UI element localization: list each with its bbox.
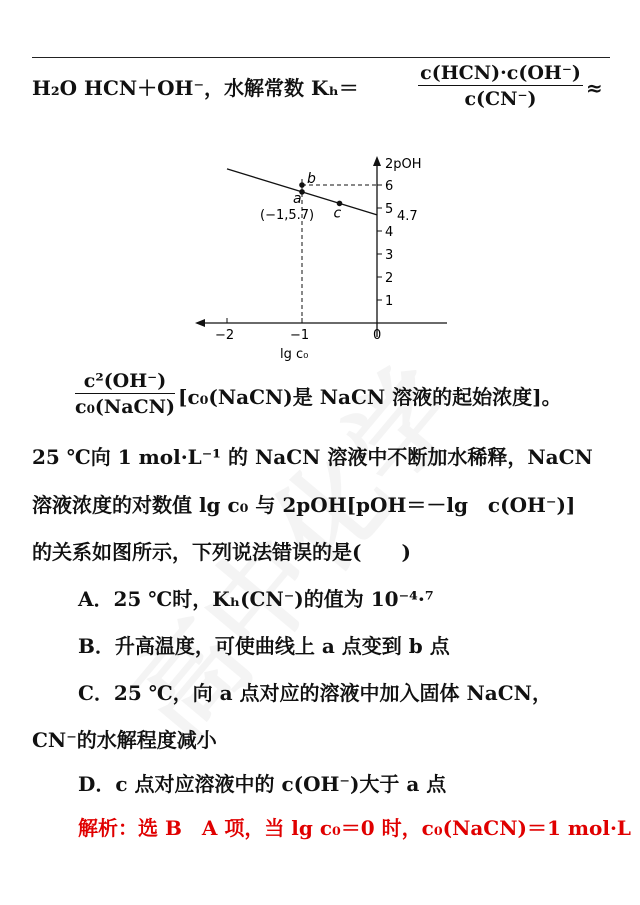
- y-tick-label: 4: [385, 225, 394, 240]
- point-label-b: b: [307, 171, 316, 187]
- x-tick-label: 0: [373, 328, 382, 343]
- y-tick-label: 3: [385, 248, 394, 263]
- option-a: A．25 ℃时，Kₕ(CN⁻)的值为 10⁻⁴·⁷: [78, 587, 434, 611]
- approx-symbol: ≈: [586, 76, 603, 100]
- x-tick-label: −2: [215, 328, 235, 343]
- option-d: D．c 点对应溶液中的 c(OH⁻)大于 a 点: [78, 772, 447, 796]
- answer-explanation: 解析：选 B A 项，当 lg c₀＝0 时，c₀(NaCN)＝1 mol·L: [78, 816, 631, 840]
- point-a-coordinates: (−1,5.7): [260, 207, 315, 223]
- option-c-line-2: CN⁻的水解程度减小: [32, 728, 217, 752]
- option-c-line-1: C．25 ℃，向 a 点对应的溶液中加入固体 NaCN，: [78, 681, 552, 705]
- equation-line: [32, 75, 359, 101]
- y-tick-label: 1: [385, 294, 394, 309]
- header-rule: [32, 57, 610, 58]
- definition-line: [c₀(NaCN)是 NaCN 溶液的起始浓度]。: [178, 385, 562, 409]
- approx-fraction: [75, 370, 175, 418]
- y-tick-label: 6: [385, 179, 394, 194]
- fraction2-numerator: c²(OH⁻): [83, 370, 167, 392]
- chart-lgc0-2pOH: [185, 150, 455, 365]
- point-label-c: c: [333, 205, 342, 222]
- option-b: B．升高温度，可使曲线上 a 点变到 b 点: [78, 634, 450, 658]
- question-line-3: 的关系如图所示，下列说法错误的是( ): [32, 540, 411, 564]
- y-tick-label: 2: [385, 271, 394, 286]
- y-axis-arrow: [373, 156, 381, 166]
- fraction-denominator: c(CN⁻): [464, 88, 537, 110]
- question-line-1: 25 ℃向 1 mol·L⁻¹ 的 NaCN 溶液中不断加水稀释，NaCN: [32, 445, 593, 469]
- question-line-2: 溶液浓度的对数值 lg c₀ 与 2pOH[pOH＝－lg c(OH⁻)]: [32, 493, 576, 517]
- point-b: [299, 182, 305, 188]
- y-axis-label: 2pOH: [385, 157, 422, 172]
- equation-text: H₂O HCN＋OH⁻，水解常数 Kₕ＝: [32, 76, 359, 100]
- y-tick-label: 5: [385, 202, 394, 217]
- x-tick-label: −1: [290, 328, 310, 343]
- fraction2-denominator: c₀(NaCN): [75, 396, 176, 418]
- point-label-a: a: [293, 190, 302, 207]
- x-axis-arrow: [195, 319, 205, 327]
- intercept-label: 4.7: [397, 208, 418, 224]
- x-axis-label: lg c₀: [280, 347, 309, 362]
- hydrolysis-constant-fraction: [418, 62, 583, 110]
- fraction-numerator: c(HCN)·c(OH⁻): [420, 62, 581, 84]
